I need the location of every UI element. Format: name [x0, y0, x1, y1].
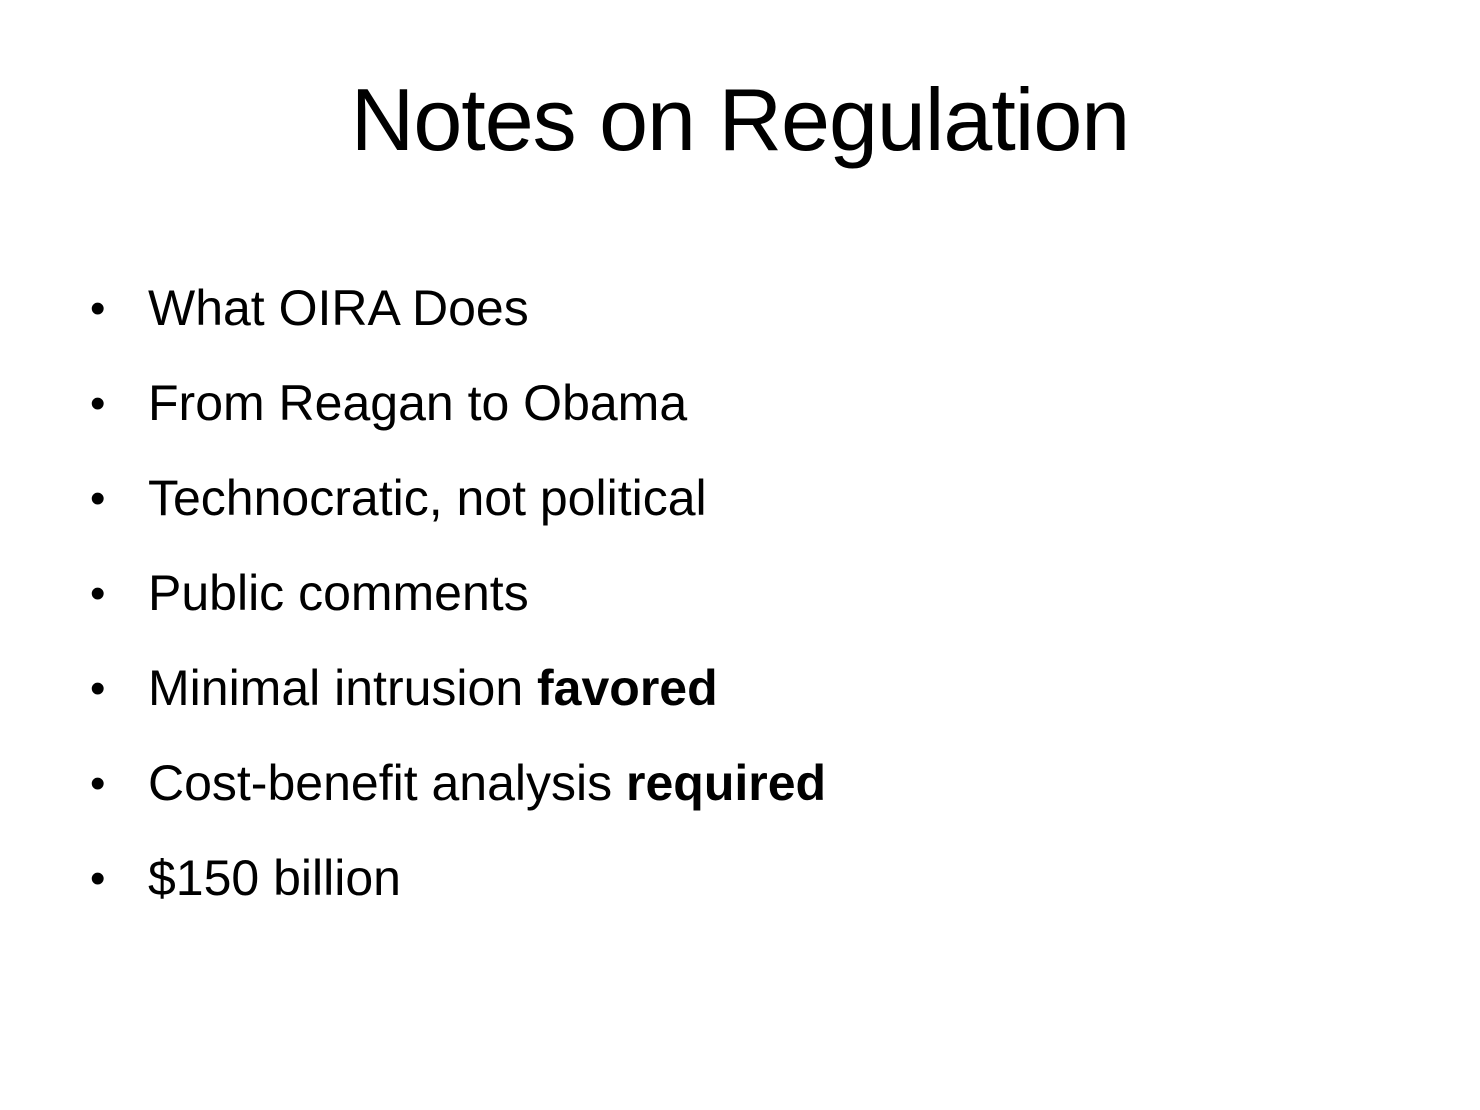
bullet-text: $150 billion: [148, 849, 401, 906]
bullet-list: [90, 261, 1480, 926]
bullet-text: From Reagan to Obama: [148, 374, 688, 431]
bullet-icon: •: [90, 473, 106, 523]
bullet-item: [90, 831, 1480, 926]
bullet-item: [90, 641, 1480, 736]
bullet-text: What OIRA Does: [148, 279, 529, 336]
bullet-text: Cost-benefit analysis: [148, 754, 627, 811]
bullet-item: [90, 356, 1480, 451]
bullet-item: [90, 736, 1480, 831]
bullet-text: Public comments: [148, 564, 529, 621]
bullet-icon: •: [90, 378, 106, 428]
bullet-icon: •: [90, 758, 106, 808]
bullet-bold-text: required: [626, 754, 827, 811]
bullet-icon: •: [90, 663, 106, 713]
slide-title: Notes on Regulation: [350, 70, 1130, 169]
bullet-bold-text: favored: [537, 659, 718, 716]
bullet-icon: •: [90, 283, 106, 333]
bullet-item: [90, 261, 1480, 356]
bullet-icon: •: [90, 853, 106, 903]
bullet-text: Technocratic, not political: [148, 469, 707, 526]
bullet-text: Minimal intrusion: [148, 659, 538, 716]
bullet-item: [90, 546, 1480, 641]
bullet-icon: •: [90, 568, 106, 618]
bullet-item: [90, 451, 1480, 546]
